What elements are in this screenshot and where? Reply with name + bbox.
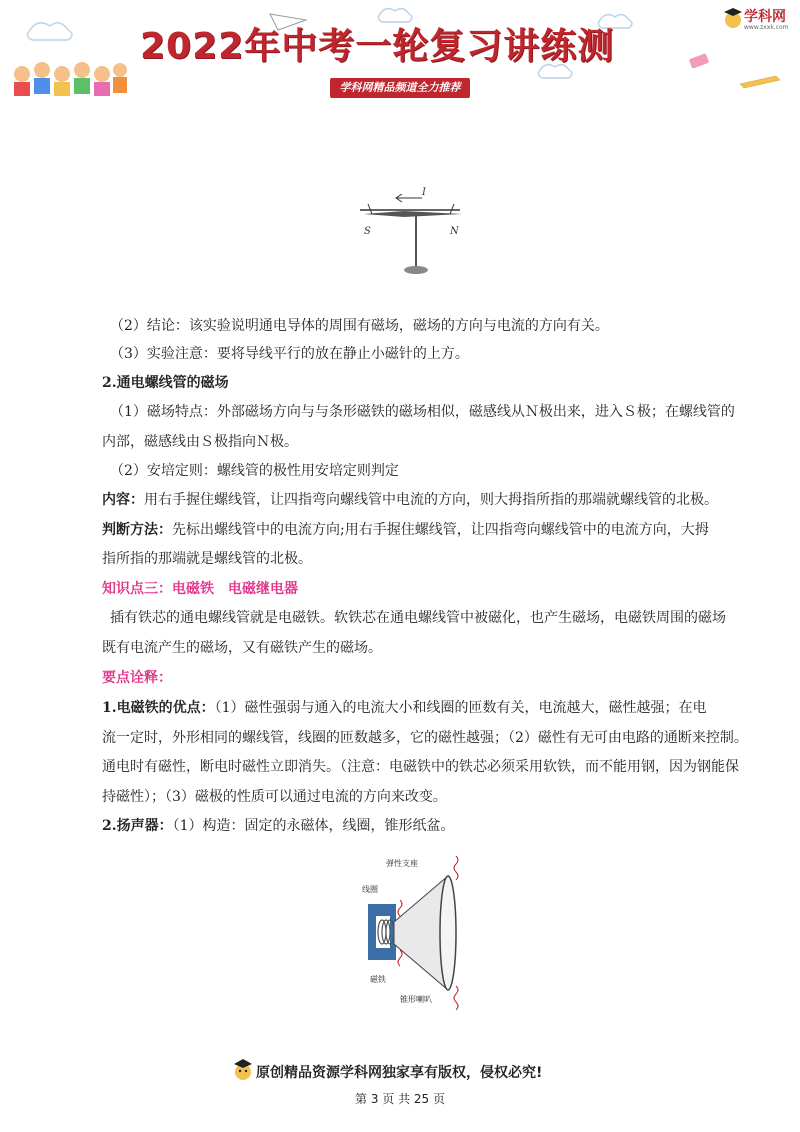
field-feature-line-2: 内部，磁感线由Ｓ极指向Ｎ极。 — [102, 434, 298, 450]
magnet-label: 磁铁 — [370, 975, 386, 984]
advantages-label: 1.电磁铁的优点： — [102, 700, 215, 716]
coil-label: 线圈 — [362, 885, 378, 894]
advantages-line-2: 流一定时，外形相同的螺线管，线圈的匝数越多，它的磁性越强；（2）磁性有无可由电路的通断来控制。 — [102, 730, 748, 746]
speaker-text: （1）构造：固定的永磁体，线圈，锥形纸盆。 — [172, 818, 455, 834]
advantages-text: （1）磁性强弱与通入的电流大小和线圈的匝数有关，电流越大，磁性越强；在电 — [214, 700, 707, 716]
judgment-method-line-1 — [102, 520, 709, 540]
advantages-line-1 — [102, 698, 707, 718]
content-label: 内容： — [102, 492, 144, 508]
judgment-method-text: 先标出螺线管中的电流方向;用右手握住螺线管，让四指弯向螺线管中的电流方向，大拇 — [172, 522, 709, 538]
conclusion-paragraph: （2）结论：该实验说明通电导体的周围有磁场，磁场的方向与电流的方向有关。 — [110, 318, 609, 334]
speaker-line — [102, 816, 455, 836]
field-feature-line-1: （1）磁场特点：外部磁场方向与与条形磁铁的磁场相似，磁感线从Ｎ极出来，进入Ｓ极；在螺线管的 — [110, 404, 735, 420]
current-label: I — [422, 187, 426, 198]
speaker-label: 2.扬声器： — [102, 818, 173, 834]
advantages-line-4: 持磁性）；（3）磁极的性质可以通过电流的方向来改变。 — [102, 789, 447, 805]
copyright-note: 原创精品资源学科网独家享有版权，侵权必究! — [256, 1065, 543, 1081]
logo-url: www.zxxk.com — [744, 24, 789, 31]
knowledge-point-3-heading: 知识点三：电磁铁 电磁继电器 — [102, 581, 298, 597]
logo-text: 学科网 — [744, 9, 786, 25]
oersted-experiment-figure — [350, 184, 470, 278]
header-banner — [0, 0, 800, 112]
judgment-method-label: 判断方法： — [102, 522, 172, 538]
judgment-method-line-2: 指所指的那端就是螺线管的北极。 — [102, 551, 312, 567]
electromagnet-intro-line-2: 既有电流产生的磁场，又有磁铁产生的磁场。 — [102, 640, 382, 656]
cone-label: 锥形喇叭 — [400, 995, 432, 1004]
banner-title: 2022年中考一轮复习讲练测 — [140, 26, 615, 67]
north-pole-label: N — [450, 226, 459, 237]
experiment-note-paragraph: （3）实验注意：要将导线平行的放在静止小磁针的上方。 — [110, 346, 469, 362]
mascot-icon — [232, 1056, 254, 1082]
ampere-rule-paragraph: （2）安培定则：螺线管的极性用安培定则判定 — [110, 463, 399, 479]
electromagnet-intro-line-1: 插有铁芯的通电螺线管就是电磁铁。软铁芯在通电螺线管中被磁化，也产生磁场，电磁铁周围的磁场 — [110, 610, 726, 626]
key-points-heading: 要点诠释： — [102, 670, 172, 686]
page-number: 第 3 页 共 25 页 — [355, 1092, 445, 1106]
speaker-diagram-figure — [360, 850, 480, 1022]
south-pole-label: S — [364, 226, 371, 237]
advantages-line-3: 通电时有磁性，断电时磁性立即消失。（注意：电磁铁中的铁芯必须采用软铁，而不能用钢，因为钢能保 — [102, 759, 739, 775]
content-text: 用右手握住螺线管，让四指弯向螺线管中电流的方向，则大拇指所指的那端就螺线管的北极。 — [144, 492, 718, 508]
banner-subtitle: 学科网精品频道全力推荐 — [330, 78, 470, 98]
elastic-support-label: 弹性支座 — [386, 859, 418, 868]
content-paragraph — [102, 490, 718, 510]
section-heading-solenoid: 2.通电螺线管的磁场 — [102, 375, 229, 391]
